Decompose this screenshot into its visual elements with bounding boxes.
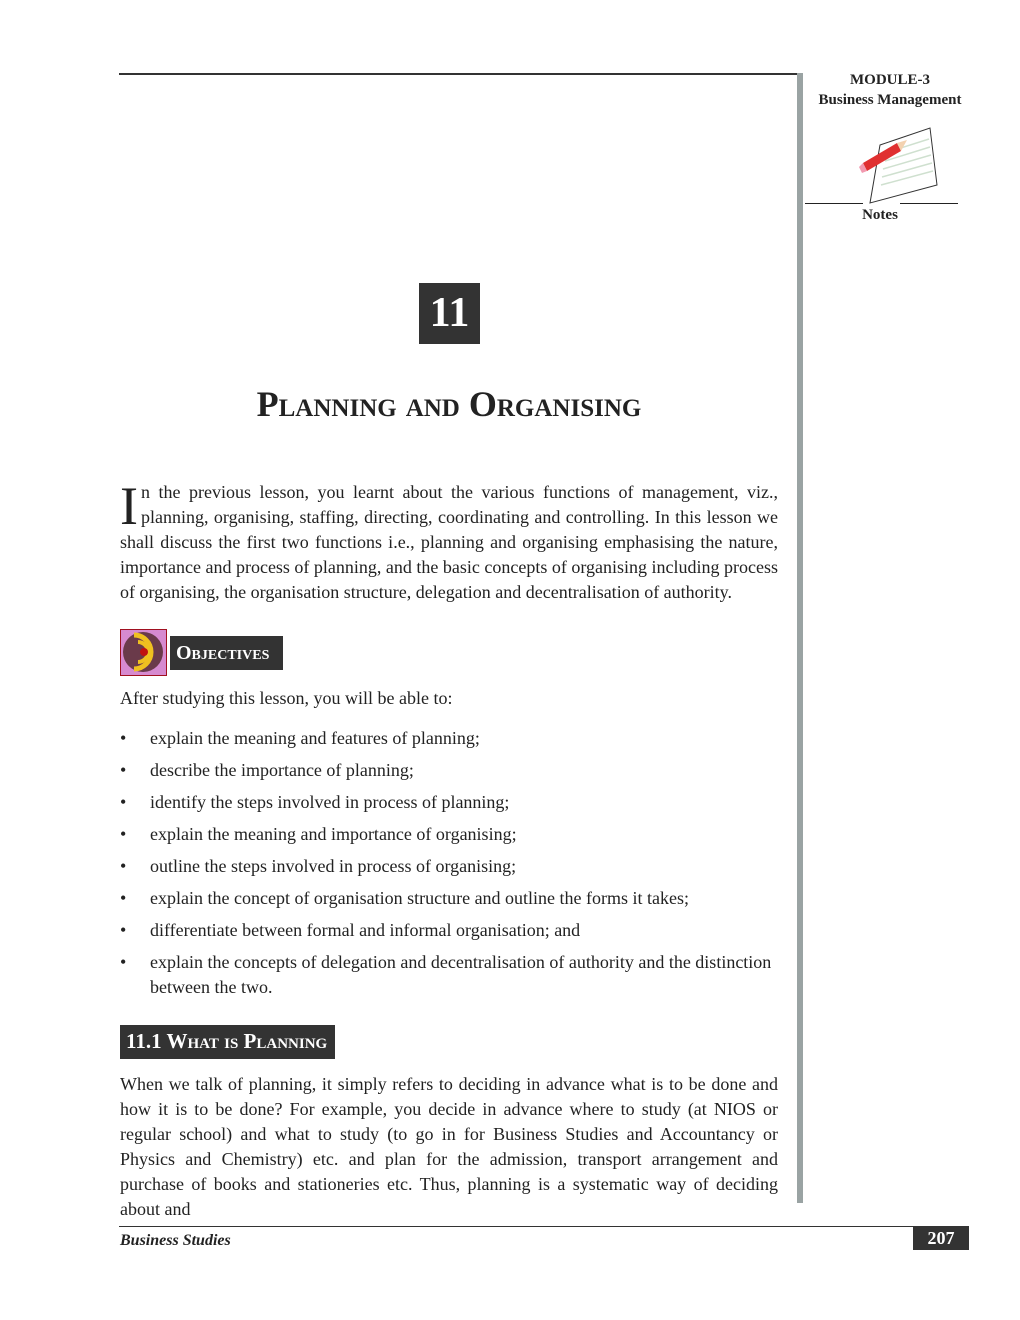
objectives-lead: After studying this lesson, you will be able to: — [120, 688, 453, 708]
section-paragraph: When we talk of planning, it simply refers to deciding in advance what is to be done and how it is to be done? For example, you decide in advance where to study (at NIOS or regular school) and what to study (to go in for Business Studies and Accountancy or Physics and Chemistry) etc. and plan for the admission, transport arrangement and purchase of books and stationeries etc. Thus, planning is a systematic way of deciding about and — [120, 1074, 778, 1219]
objectives-heading — [120, 629, 283, 676]
intro-text: n the previous lesson, you learnt about the various functions of management, viz., planning, organising, staffing, directing, coordinating and controlling. In this lesson we shall discuss the first two functions i.e., planning and organising emphasising the nature, importance and process of planning, and the basic concepts of organising including process of organising, the organisation structure, delegation and decentralisation of authority. — [120, 482, 778, 602]
page-number: 207 — [913, 1227, 969, 1250]
list-item: • differentiate between formal and informal organisation; and — [120, 918, 780, 943]
intro-paragraph — [120, 476, 778, 605]
list-item: • explain the meaning and features of planning; — [120, 726, 780, 751]
module-label: MODULE-3 — [850, 72, 930, 88]
chapter-number: 11 — [419, 283, 480, 344]
list-item: • explain the concepts of delegation and decentralisation of authority and the distinction between the two. — [120, 950, 780, 1000]
margin-bar — [797, 73, 803, 1203]
notes-rule-left — [805, 203, 863, 204]
objectives-list — [120, 726, 780, 1007]
module-subject: Business Management — [818, 92, 962, 108]
list-item: • explain the concept of organisation structure and outline the forms it takes; — [120, 886, 780, 911]
footer-rule — [119, 1226, 969, 1227]
module-header — [805, 70, 975, 110]
chapter-title: Planning and Organising — [256, 384, 642, 424]
target-icon — [120, 629, 167, 676]
notes-label: Notes — [862, 207, 898, 223]
drop-cap: I — [120, 476, 138, 536]
footer-book-title: Business Studies — [120, 1232, 231, 1249]
list-item: • identify the steps involved in process of planning; — [120, 790, 780, 815]
notes-rule-right — [900, 203, 958, 204]
top-rule — [119, 73, 799, 75]
list-item: • explain the meaning and importance of organising; — [120, 822, 780, 847]
pencil-paper-icon — [855, 125, 940, 205]
list-item: • outline the steps involved in process of organising; — [120, 854, 780, 879]
objectives-label: Objectives — [170, 636, 283, 670]
section-heading: 11.1 What is Planning — [120, 1025, 335, 1059]
list-item: • describe the importance of planning; — [120, 758, 780, 783]
